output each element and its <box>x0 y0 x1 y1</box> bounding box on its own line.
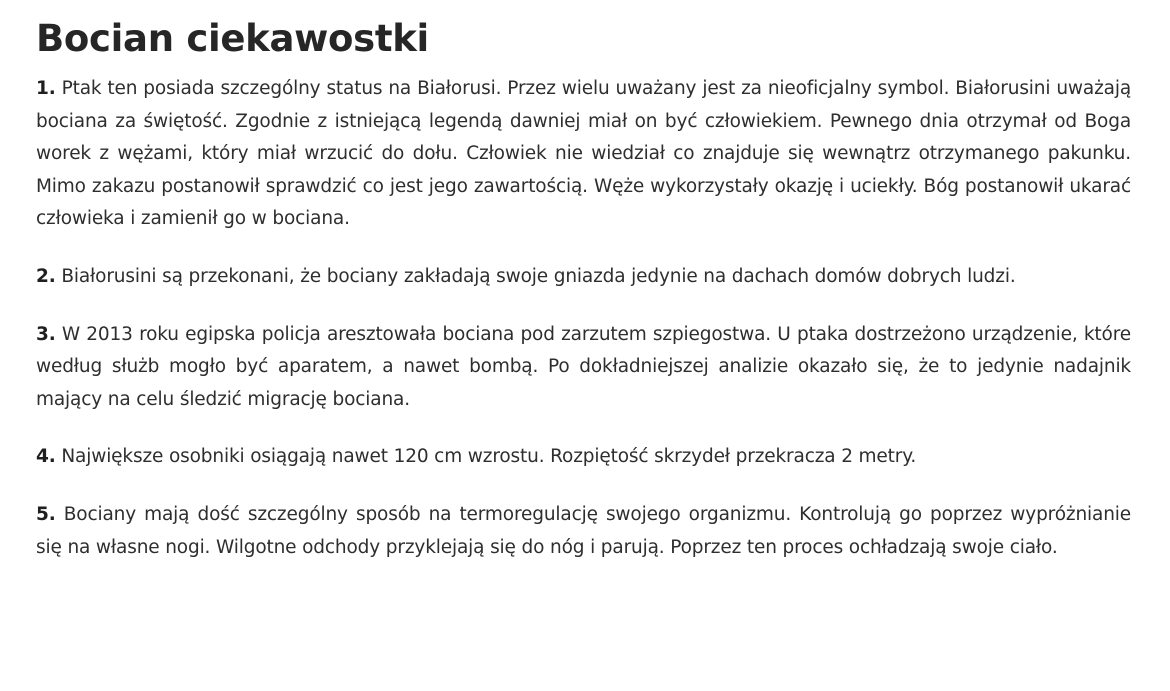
fact-number: 5. <box>36 503 56 525</box>
fact-text: Ptak ten posiada szczególny status na Białorusi. Przez wielu uważany jest za nieoficjalny symbol. Białorusini uważają bociana za świętość. Zgodnie z istniejącą legendą dawniej miał on być człowiekiem. Pewnego dnia otrzymał od Boga worek z wężami, który miał wrzucić do dołu. Człowiek nie wiedział co znajduje się wewnątrz otrzymanego pakunku. Mimo zakazu postanowił sprawdzić co jest jego zawartością. Węże wykorzystały okazję i uciekły. Bóg postanowił ukarać człowieka i zamienił go w bociana. <box>36 78 1131 230</box>
fact-paragraph-1 <box>36 73 1131 236</box>
article <box>36 14 1131 589</box>
fact-number: 4. <box>36 446 56 468</box>
page-title: Bocian ciekawostki <box>36 17 429 60</box>
fact-number: 3. <box>36 323 56 345</box>
fact-text: Największe osobniki osiągają nawet 120 cm wzrostu. Rozpiętość skrzydeł przekracza 2 metry. <box>61 446 917 468</box>
fact-paragraph-5 <box>36 499 1131 564</box>
fact-paragraph-4 <box>36 441 1131 474</box>
fact-text: W 2013 roku egipska policja aresztowała bociana pod zarzutem szpiegostwa. U ptaka dostrzeżono urządzenie, które według służb mogło być aparatem, a nawet bombą. Po dokładniejszej analizie okazało się, że to jedynie nadajnik mający na celu śledzić migrację bociana. <box>36 323 1131 410</box>
fact-text: Białorusini są przekonani, że bociany zakładają swoje gniazda jedynie na dachach domów dobrych ludzi. <box>61 265 1016 287</box>
fact-number: 2. <box>36 265 56 287</box>
fact-number: 1. <box>36 78 56 99</box>
fact-paragraph-2 <box>36 261 1131 294</box>
fact-text: Bociany mają dość szczególny sposób na termoregulację swojego organizmu. Kontrolują go poprzez wypróżnianie się na własne nogi. Wilgotne odchody przyklejają się do nóg i parują. Poprzez ten proces ochładzają swoje ciało. <box>36 503 1131 558</box>
fact-paragraph-3 <box>36 319 1131 417</box>
